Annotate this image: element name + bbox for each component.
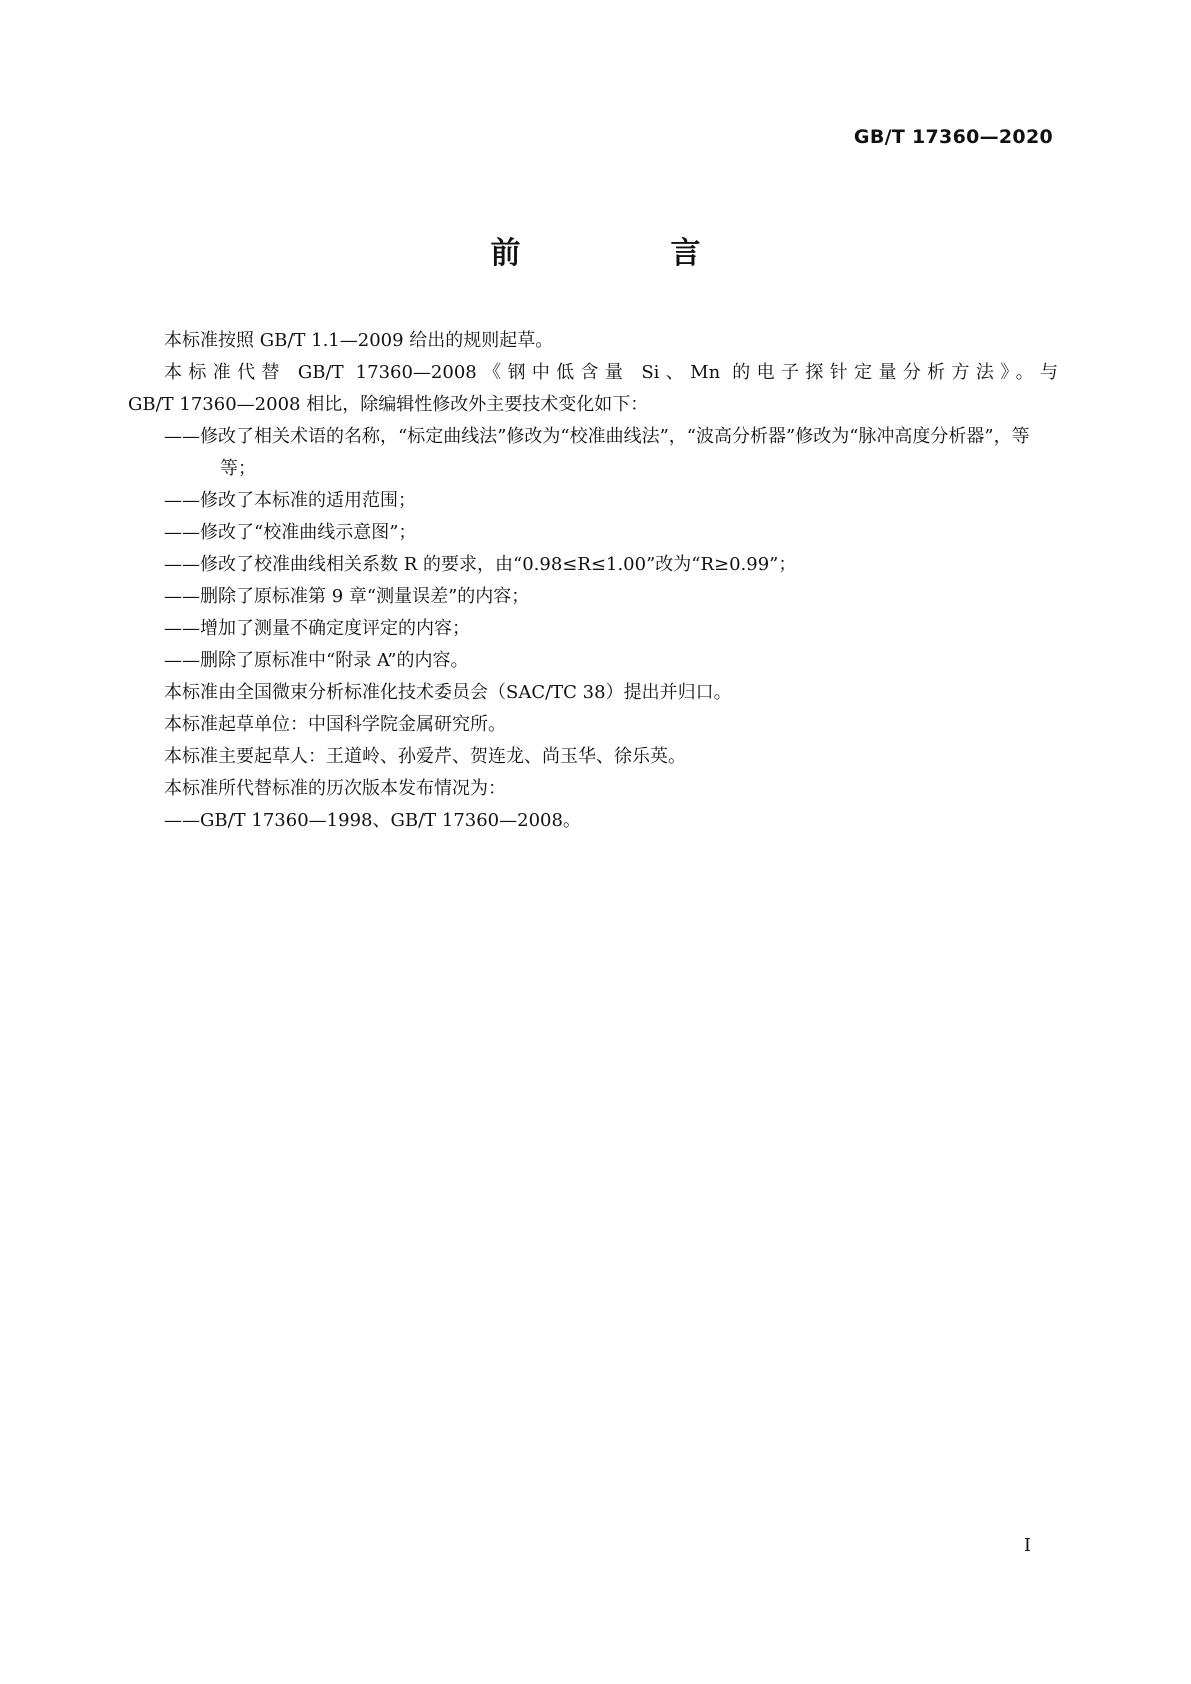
- paragraph-replaces-line2: GB/T 17360—2008 相比，除编辑性修改外主要技术变化如下：: [128, 394, 649, 415]
- change-item: ——修改了本标准的适用范围；: [164, 490, 416, 511]
- page-number: I: [1023, 1535, 1031, 1556]
- change-item: ——修改了“校准曲线示意图”；: [164, 522, 417, 543]
- foreword-body: [128, 325, 1058, 837]
- standard-code: GB/T 17360—2020: [853, 126, 1053, 148]
- page-title: 前 言: [490, 236, 761, 271]
- paragraph-drafting-rules: 本标准按照 GB/T 1.1—2009 给出的规则起草。: [164, 330, 554, 351]
- history-item: ——GB/T 17360—1998、GB/T 17360—2008。: [164, 810, 581, 831]
- change-item: ——删除了原标准第 9 章“测量误差”的内容；: [164, 586, 530, 607]
- paragraph-replaces-line1: 本标准代替 GB/T 17360—2008《钢中低含量 Si、Mn 的电子探针定量分析方法》。与: [164, 362, 1058, 383]
- change-item: ——增加了测量不确定度评定的内容；: [164, 618, 470, 639]
- paragraph-drafters: 本标准主要起草人：王道岭、孙爱芹、贺连龙、尚玉华、徐乐英。: [164, 746, 686, 767]
- change-item: ——删除了原标准中“附录 A”的内容。: [164, 650, 469, 671]
- paragraph-history-intro: 本标准所代替标准的历次版本发布情况为：: [164, 778, 506, 799]
- paragraph-drafting-unit: 本标准起草单位：中国科学院金属研究所。: [164, 714, 506, 735]
- change-item: ——修改了校准曲线相关系数 R 的要求，由“0.98≤R≤1.00”改为“R≥0.99”；: [164, 554, 797, 575]
- paragraph-proposer: 本标准由全国微束分析标准化技术委员会（SAC/TC 38）提出并归口。: [164, 682, 732, 703]
- change-item: ——修改了相关术语的名称，“标定曲线法”修改为“校准曲线法”，“波高分析器”修改为“脉冲高度分析器”，等等；: [164, 426, 1030, 479]
